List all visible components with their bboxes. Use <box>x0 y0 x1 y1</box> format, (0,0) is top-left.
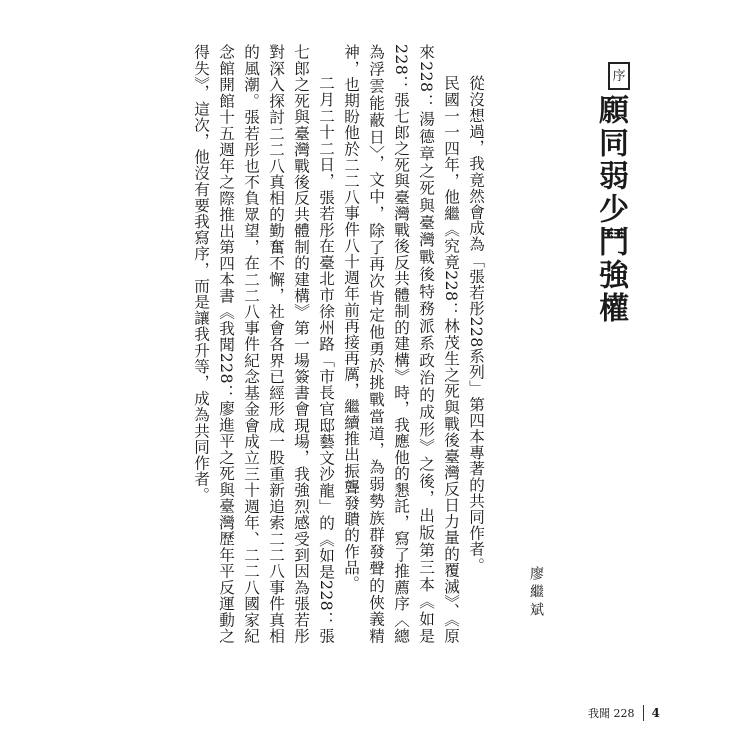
footer-book-title: 我聞 228 <box>588 707 635 720</box>
paragraph: 民國一一四年，他繼《究竟228：林茂生之死與戰後臺灣反日力量的覆滅》、《原來228：湯德章之死與臺灣戰後特務派系政治的成形》之後，出版第三本《如是228：張七郎之死與臺灣戰後反共體制的建構》時，我應他的懇託，寫了推薦序〈總為浮雲能蔽日〉，文中，除了再次肯定他勇於挑戰當道，為弱勢族群發聲的俠義精神，也期盼他於二二八事件八十週年前再接再厲，繼續推出振聾發聵的作品。 <box>342 44 460 644</box>
paragraph: 二月二十二日，張若彤在臺北市徐州路「市長官邸藝文沙龍」的《如是228：張七郎之死與臺灣戰後反共體制的建構》第一場簽書會現場，我強烈感受到因為張若彤對深入探討二二八真相的勤奮不懈，社會各界已經形成一股重新追索二二八事件真相的風潮。張若彤也不負眾望，在二二八事件紀念基金會成立三十週年、二二八國家紀念館開館十五週年之際推出第四本書《我聞228：廖進平之死與臺灣歷年平反運動之得失》，這次，他沒有要我寫序，而是讓我升等，成為共同作者。 <box>192 44 335 644</box>
paragraph: 從沒想過，我竟然會成為「張若彤228系列」第四本專著的共同作者。 <box>467 75 485 574</box>
page-footer <box>588 705 660 721</box>
footer-divider <box>643 705 644 721</box>
section-tag-label: 序 <box>612 68 626 84</box>
page-number: 4 <box>651 706 660 720</box>
author-name: 廖繼斌 <box>528 566 544 620</box>
page-title: 願同弱少鬥強權 <box>593 94 628 325</box>
body-text <box>188 44 488 644</box>
section-tag <box>608 62 630 90</box>
